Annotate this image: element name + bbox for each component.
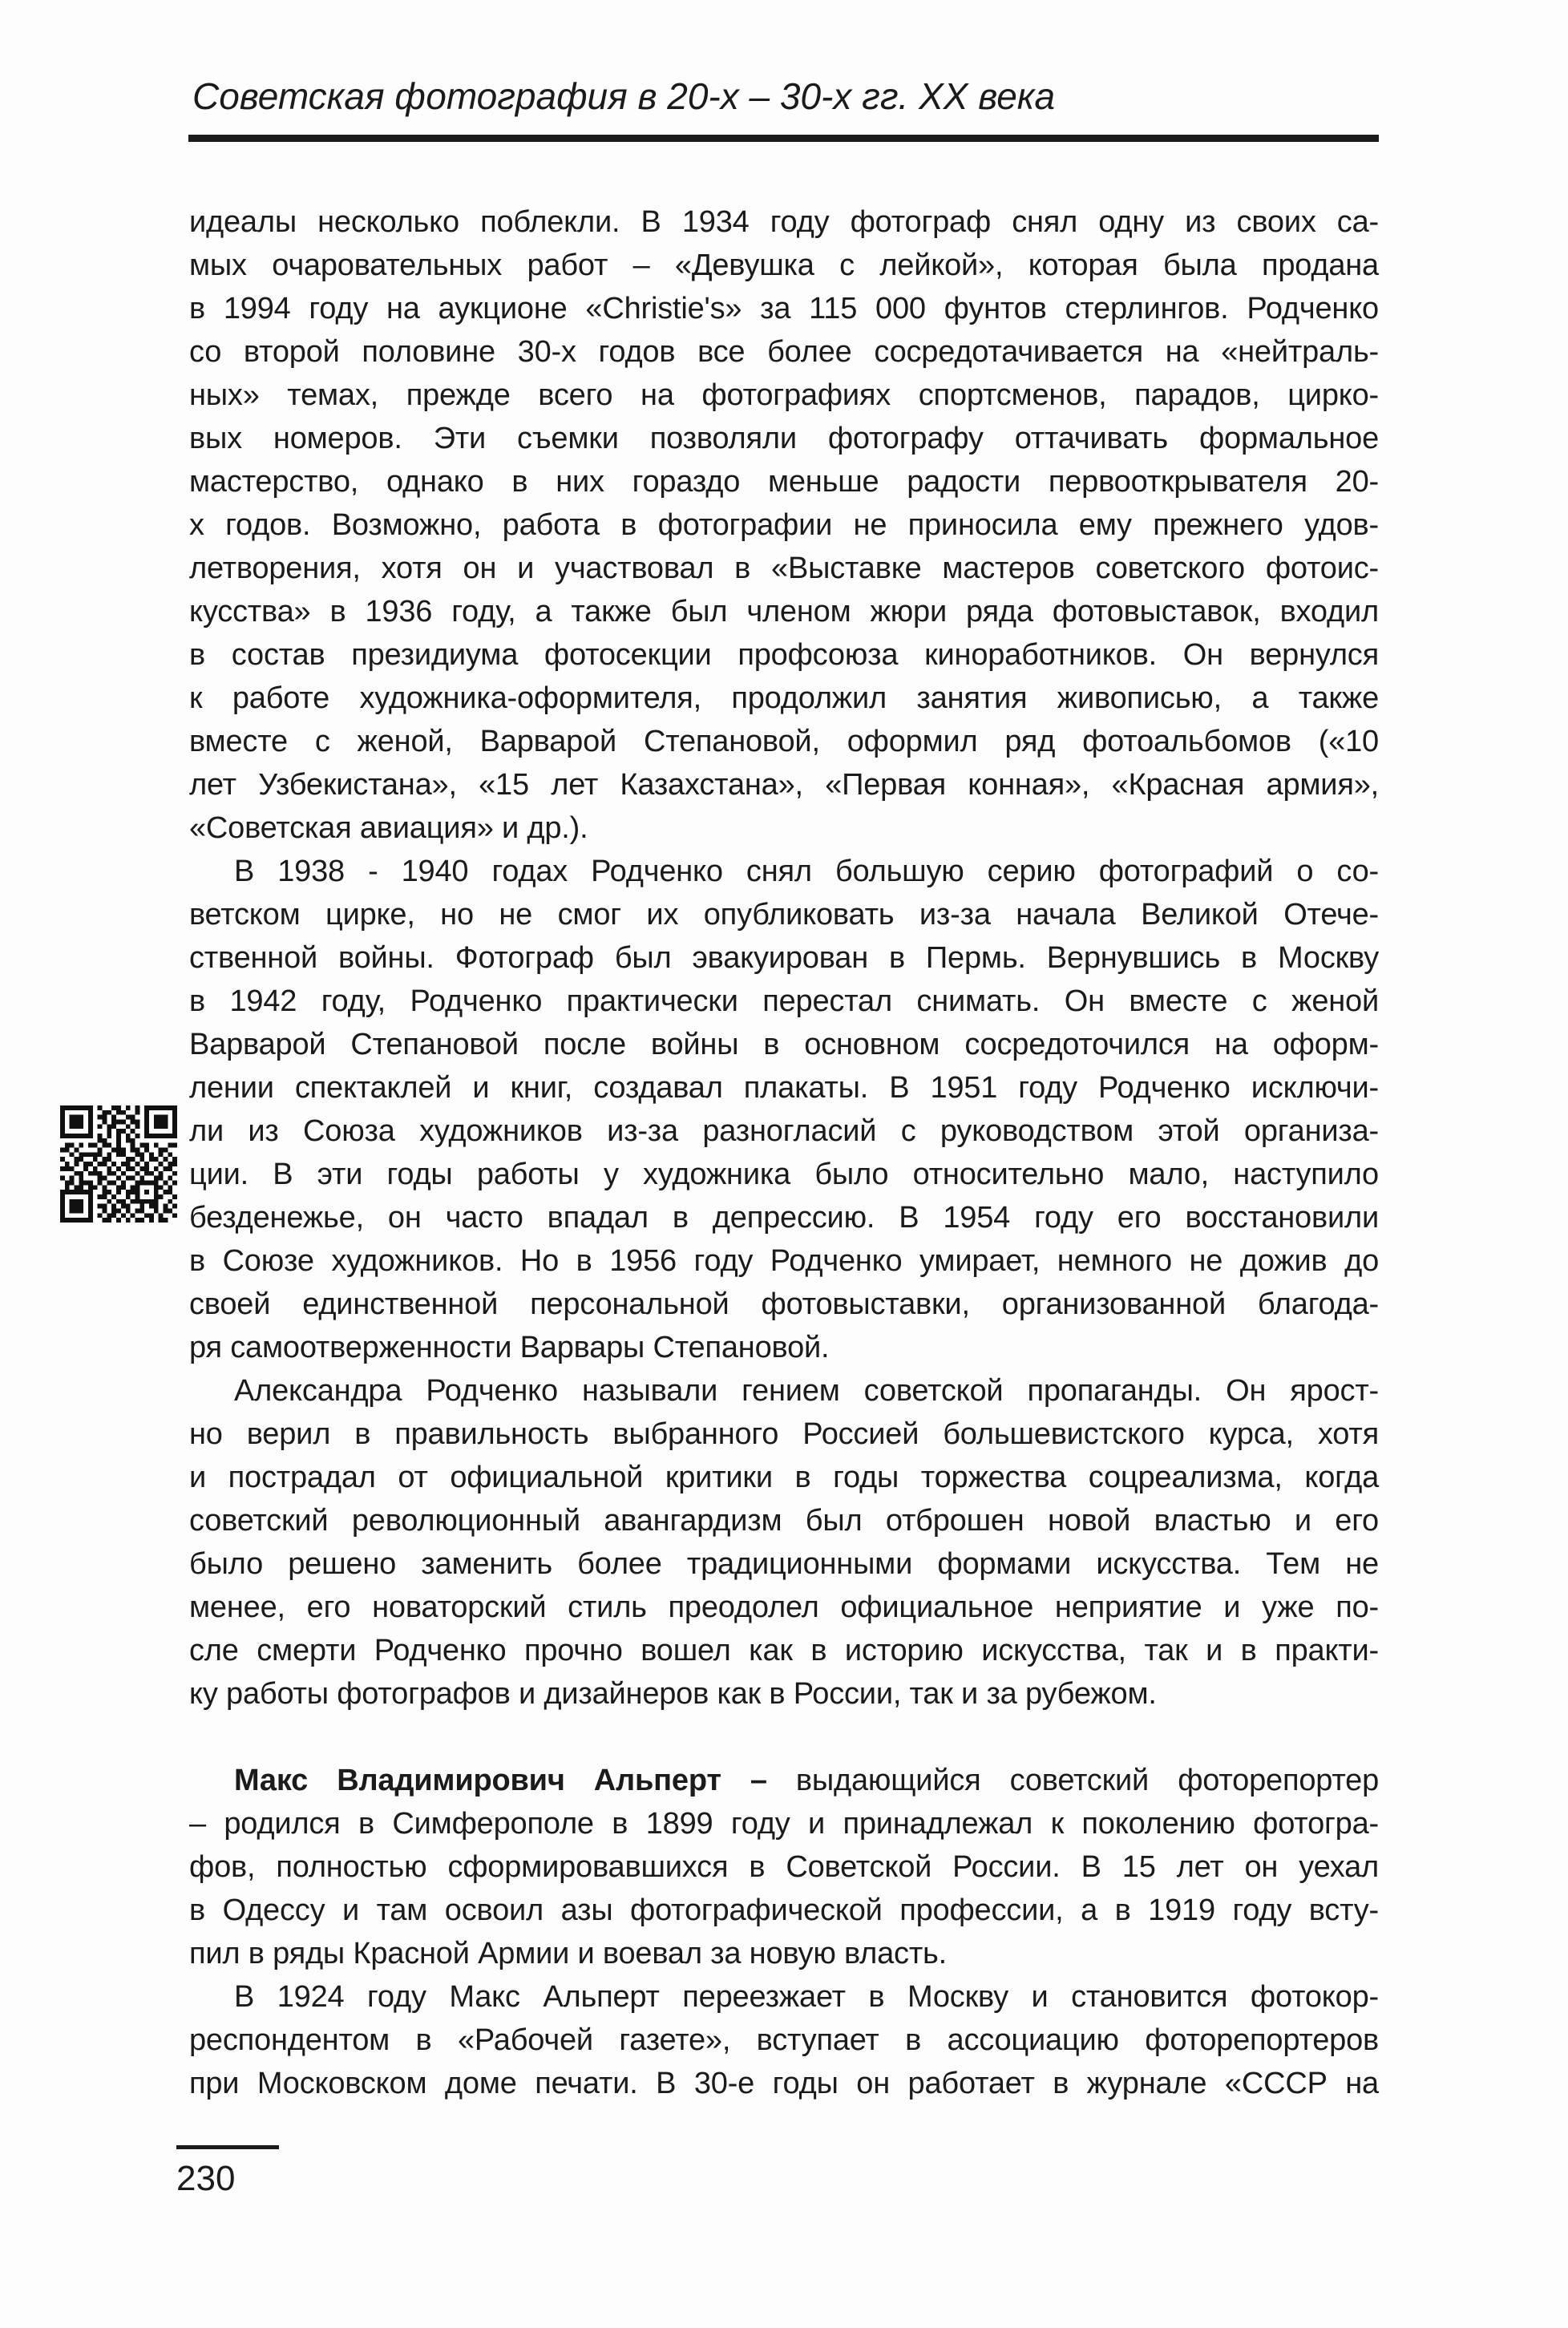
text-line: в состав президиума фотосекции профсоюза киноработников. Он вернулся xyxy=(189,638,1379,672)
text-line: сле смерти Родченко прочно вошел как в историю искусства, так и в практи- xyxy=(189,1634,1379,1667)
text-line: Макс Владимирович Альперт – выдающийся советский фоторепортер xyxy=(234,1764,1379,1797)
text-line: «Советская авиация» и др.). xyxy=(189,811,588,845)
text-line: своей единственной персональной фотовыставки, организованной благода- xyxy=(189,1287,1379,1321)
qr-code-image xyxy=(60,1105,177,1223)
text-line: вместе с женой, Варварой Степановой, оформил ряд фотоальбомов («10 xyxy=(189,725,1379,758)
text-line: ли из Союза художников из-за разногласий с руководством этой организа- xyxy=(189,1114,1379,1148)
text-line: лет Узбекистана», «15 лет Казахстана», «Первая конная», «Красная армия», xyxy=(189,768,1379,802)
text-line: ных» темах, прежде всего на фотографиях спортсменов, парадов, цирко- xyxy=(189,378,1379,412)
footer-rule xyxy=(176,2145,279,2149)
text-line: советский революционный авангардизм был отброшен новой властью и его xyxy=(189,1504,1379,1538)
text-line: В 1938 - 1940 годах Родченко снял большую серию фотографий о со- xyxy=(234,855,1379,888)
text-line: ря самоотверженности Варвары Степановой. xyxy=(189,1331,830,1364)
running-header-title: Советская фотография в 20-х – 30-х гг. XX века xyxy=(192,75,1056,117)
text-line: ветском цирке, но не смог их опубликовать из-за начала Великой Отече- xyxy=(189,898,1379,932)
text-line: кусства» в 1936 году, а также был членом жюри ряда фотовыставок, входил xyxy=(189,595,1379,628)
text-line: и пострадал от официальной критики в годы торжества соцреализма, когда xyxy=(189,1461,1379,1494)
text-line: ции. В эти годы работы у художника было относительно мало, наступило xyxy=(189,1158,1379,1191)
text-line: пил в ряды Красной Армии и воевал за новую власть. xyxy=(189,1937,947,1970)
text-line: в 1942 году, Родченко практически перестал снимать. Он вместе с женой xyxy=(189,984,1379,1018)
text-line: лении спектаклей и книг, создавал плакаты. В 1951 году Родченко исключи- xyxy=(189,1071,1379,1105)
text-line: Варварой Степановой после войны в основном сосредоточился на оформ- xyxy=(189,1028,1379,1061)
bold-lead-text: Макс Владимирович Альперт – xyxy=(234,1764,767,1797)
text-line: менее, его новаторский стиль преодолел официальное неприятие и уже по- xyxy=(189,1590,1379,1624)
text-line: в Одессу и там освоил азы фотографической профессии, а в 1919 году всту- xyxy=(189,1894,1379,1927)
text-line: в 1994 году на аукционе «Christie's» за 115 000 фунтов стерлингов. Родченко xyxy=(189,292,1379,325)
body-text xyxy=(189,200,1379,2105)
text-line: ственной войны. Фотограф был эвакуирован в Пермь. Вернувшись в Москву xyxy=(189,941,1379,975)
text-line: мых очаровательных работ – «Девушка с лейкой», которая была продана xyxy=(189,249,1379,282)
text-line: но верил в правильность выбранного Россией большевистского курса, хотя xyxy=(189,1417,1379,1451)
text-line: было решено заменить более традиционными формами искусства. Тем не xyxy=(189,1547,1379,1581)
text-line: вых номеров. Эти съемки позволяли фотографу оттачивать формальное xyxy=(189,422,1379,455)
text-line: безденежье, он часто впадал в депрессию. В 1954 году его восстановили xyxy=(189,1201,1379,1235)
text-line: – родился в Симферополе в 1899 году и принадлежал к поколению фотогра- xyxy=(189,1807,1379,1841)
text-line: мастерство, однако в них гораздо меньше радости первооткрывателя 20- xyxy=(189,465,1379,499)
text-line: Александра Родченко называли гением советской пропаганды. Он ярост- xyxy=(234,1374,1379,1408)
header-rule xyxy=(188,135,1379,142)
text-line: ку работы фотографов и дизайнеров как в России, так и за рубежом. xyxy=(189,1677,1157,1711)
text-line: к работе художника-оформителя, продолжил занятия живописью, а также xyxy=(189,681,1379,715)
text-line: при Московском доме печати. В 30-е годы он работает в журнале «СССР на xyxy=(189,2067,1379,2100)
text-line: летворения, хотя он и участвовал в «Выставке мастеров советского фотоис- xyxy=(189,552,1379,585)
page-number: 230 xyxy=(176,2159,236,2198)
text-line: респондентом в «Рабочей газете», вступает в ассоциацию фоторепортеров xyxy=(189,2023,1379,2057)
text-line: со второй половине 30-х годов все более сосредотачивается на «нейтраль- xyxy=(189,335,1379,369)
text-line: В 1924 году Макс Альперт переезжает в Москву и становится фотокор- xyxy=(234,1980,1379,2014)
text-line: идеалы несколько поблекли. В 1934 году фотограф снял одну из своих са- xyxy=(189,205,1379,239)
qr-code xyxy=(60,1105,177,1223)
text-line: х годов. Возможно, работа в фотографии не приносила ему прежнего удов- xyxy=(189,508,1379,542)
text-line: в Союзе художников. Но в 1956 году Родченко умирает, немного не дожив до xyxy=(189,1244,1379,1278)
text-line: фов, полностью сформировавшихся в Советской России. В 15 лет он уехал xyxy=(189,1850,1379,1884)
